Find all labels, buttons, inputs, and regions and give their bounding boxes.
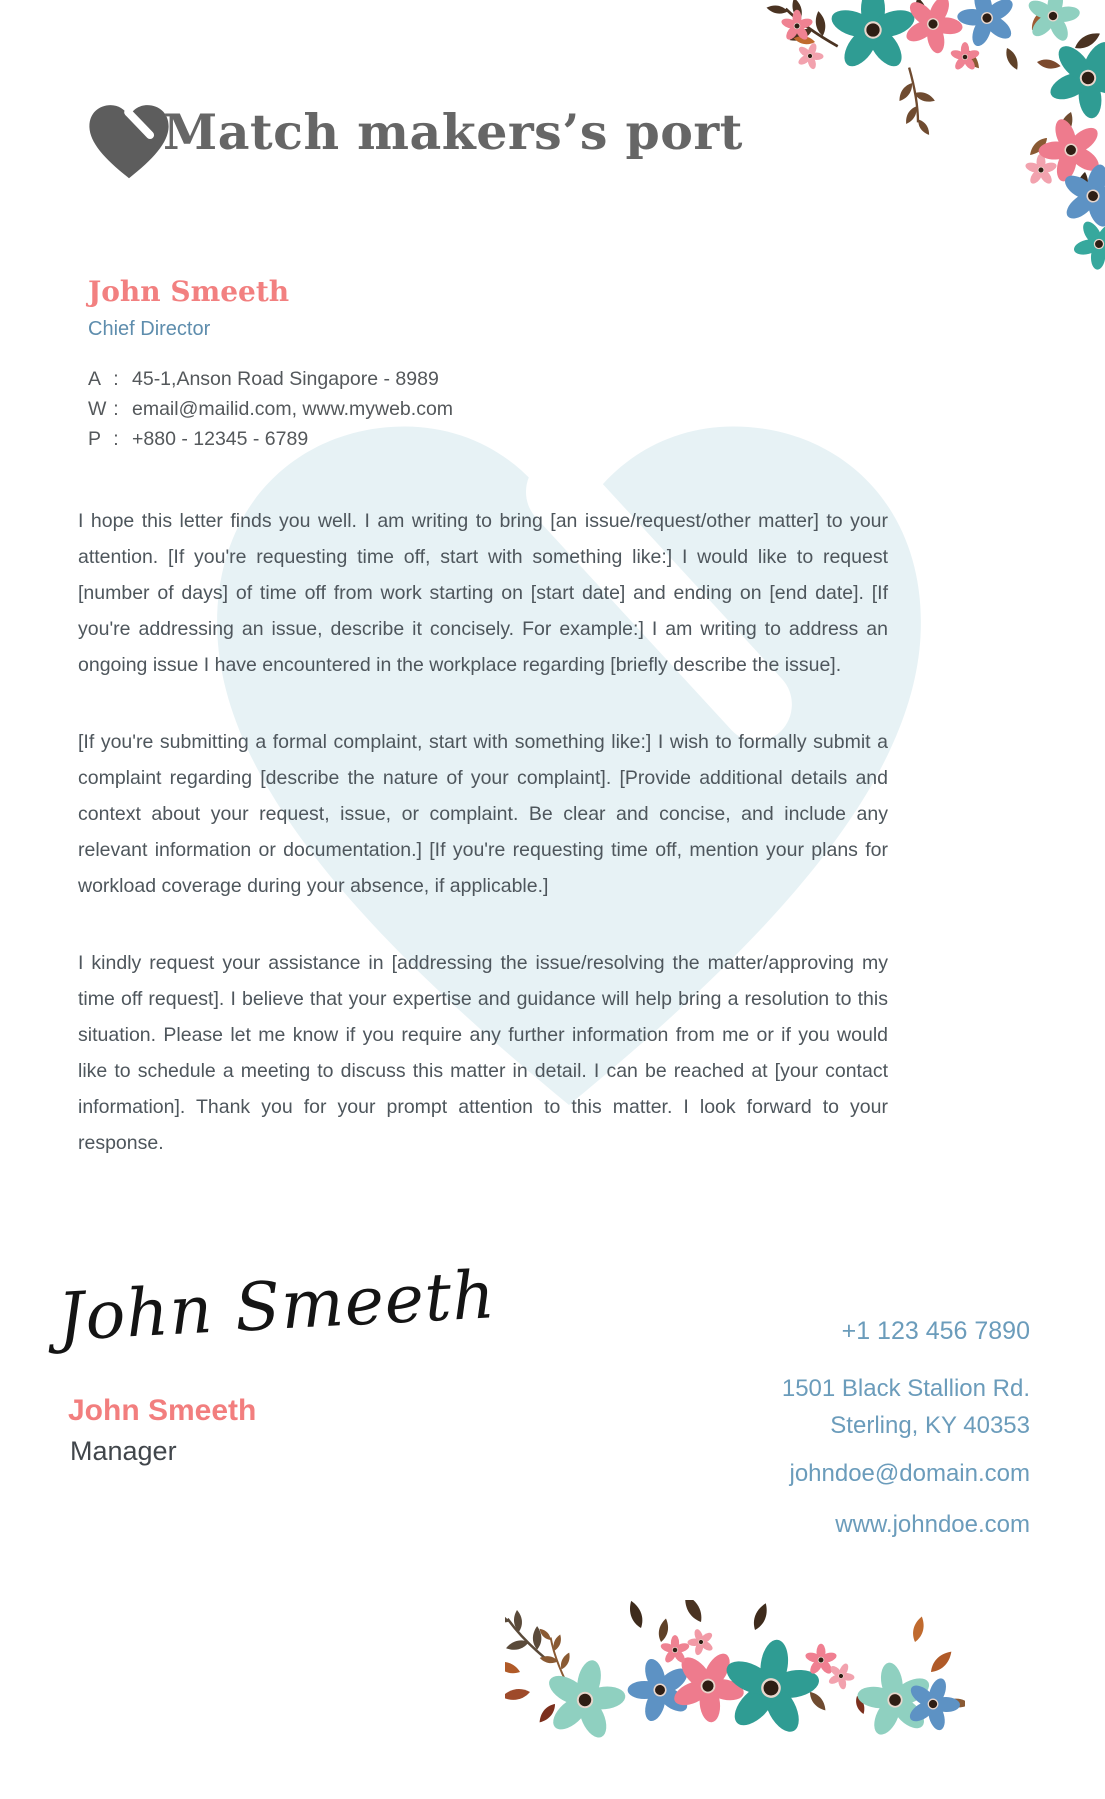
contact-row-web (88, 394, 453, 424)
footer-website: www.johndoe.com (835, 1511, 1030, 1538)
letter-paragraph-1: I hope this letter finds you well. I am writing to bring [an issue/request/other matter] to your attention. [If you're requesting time off, start with something like:] I would like to request [number of days] of time off from work starting on [start date] and ending on [end date]. [If you're addressing an issue, describe it concisely. For example:] I am writing to address an ongoing issue I have encountered in the workplace regarding [briefly describe the issue]. (78, 510, 888, 676)
footer-phone: +1 123 456 7890 (841, 1317, 1030, 1345)
contact-row-address (88, 364, 453, 394)
contact-row-phone (88, 424, 453, 454)
contact-label-web: W (88, 398, 107, 420)
contact-value-web: email@mailid.com, www.myweb.com (132, 398, 454, 420)
signer-title: Manager (70, 1436, 177, 1466)
letter-body (78, 503, 888, 1202)
sender-name: John Smeeth (88, 275, 290, 308)
sender-contact-block (88, 364, 453, 454)
footer-contact-block (782, 1316, 1030, 1540)
signature-script: John Smeeth (55, 1256, 498, 1356)
contact-label-phone: P (88, 428, 102, 450)
sender-role: Chief Director (88, 318, 211, 340)
contact-separator: : (113, 368, 119, 390)
footer-address-line2: Sterling, KY 40353 (830, 1412, 1030, 1439)
contact-value-address: 45-1,Anson Road Singapore - 8989 (132, 368, 439, 390)
contact-label-address: A (88, 368, 102, 390)
contact-value-phone: +880 - 12345 - 6789 (132, 428, 309, 450)
floral-garland-bottom-decoration (505, 1600, 965, 1748)
signer-name: John Smeeth (68, 1394, 257, 1427)
heart-logo-icon (85, 101, 173, 185)
footer-address-line1: 1501 Black Stallion Rd. (781, 1375, 1030, 1402)
brand-title: Match makers’s port (163, 103, 743, 161)
letter-paragraph-2: [If you're submitting a formal complaint, start with something like:] I wish to formally submit a complaint regarding [describe the nature of your complaint]. [Provide additional details and context about your request, issue, or complaint. Be clear and concise, and include any relevant information or documentation.] [If you're requesting time off, mention your plans for workload coverage during your absence, if applicable.] (78, 731, 888, 897)
floral-corner-top-right-decoration (675, 0, 1105, 300)
letter-paragraph-3: I kindly request your assistance in [addressing the issue/resolving the matter/approving my time off request]. I believe that your expertise and guidance will help bring a resolution to this situation. Please let me know if you require any further information from me or if you would like to schedule a meeting to discuss this matter in detail. I can be reached at [your contact information]. Thank you for your prompt attention to this matter. I look forward to your response. (78, 952, 888, 1154)
footer-email: johndoe@domain.com (789, 1460, 1030, 1487)
contact-separator: : (113, 428, 119, 450)
contact-separator: : (113, 398, 119, 420)
